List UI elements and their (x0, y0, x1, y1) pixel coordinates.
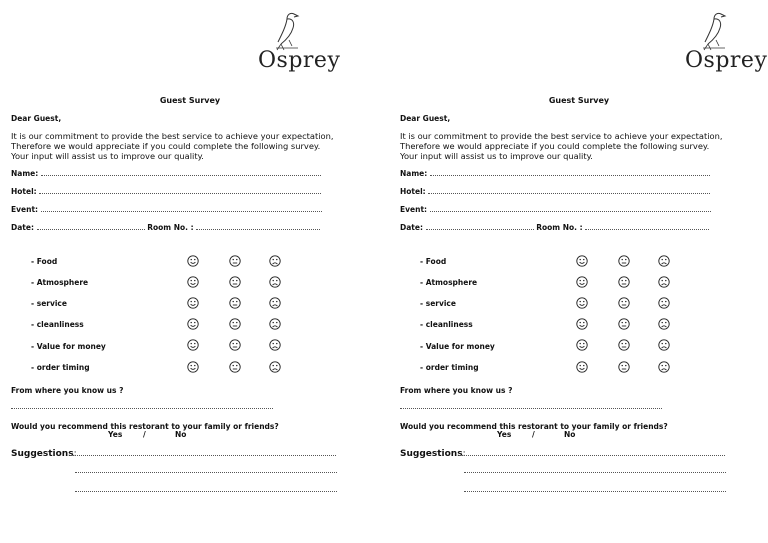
sad-face-icon[interactable] (269, 361, 281, 373)
rating-row-cleanliness (187, 318, 287, 330)
suggestions-line[interactable] (70, 455, 336, 456)
recommend-question: Would you recommend this restorant to your family or friends? (400, 422, 668, 431)
intro-line: It is our commitment to provide the best service to achieve your expectation, (11, 131, 334, 141)
intro-line: Therefore we would appreciate if you could complete the following survey. (11, 141, 321, 151)
sad-face-icon[interactable] (658, 276, 670, 288)
bird-logo-icon (695, 10, 735, 52)
survey-title: Guest Survey (159, 96, 221, 105)
sad-face-icon[interactable] (269, 318, 281, 330)
suggestions-line[interactable] (75, 491, 337, 492)
neutral-face-icon[interactable] (618, 339, 630, 351)
smiley-face-icon[interactable] (576, 339, 588, 351)
bird-logo-icon (268, 10, 308, 52)
sad-face-icon[interactable] (658, 297, 670, 309)
sad-face-icon[interactable] (269, 276, 281, 288)
neutral-face-icon[interactable] (618, 276, 630, 288)
suggestions-label (11, 449, 77, 459)
rating-label-cleanliness: - cleanliness (420, 320, 473, 329)
rating-row-atmosphere (187, 276, 287, 288)
brand-name: Osprey (258, 48, 341, 73)
event-label: Event: (400, 205, 428, 214)
smiley-face-icon[interactable] (187, 339, 199, 351)
event-field[interactable] (400, 205, 711, 214)
hotel-line[interactable] (428, 187, 710, 194)
greeting: Dear Guest, (11, 114, 62, 123)
sad-face-icon[interactable] (269, 339, 281, 351)
brand-name: Osprey (685, 48, 768, 73)
suggestions-line[interactable] (464, 491, 726, 492)
neutral-face-icon[interactable] (618, 255, 630, 267)
room-line[interactable] (196, 223, 320, 230)
intro-line: Your input will assist us to improve our quality. (11, 151, 204, 161)
smiley-face-icon[interactable] (187, 276, 199, 288)
rating-row-service (187, 297, 287, 309)
rating-row-cleanliness (576, 318, 676, 330)
hotel-field[interactable] (400, 187, 710, 196)
room-label: Room No. : (536, 223, 583, 232)
date-field[interactable] (11, 223, 320, 232)
name-label: Name: (400, 169, 428, 178)
survey-title: Guest Survey (548, 96, 610, 105)
sad-face-icon[interactable] (658, 339, 670, 351)
smiley-face-icon[interactable] (187, 297, 199, 309)
date-field[interactable] (400, 223, 709, 232)
neutral-face-icon[interactable] (618, 318, 630, 330)
rating-label-service: - service (420, 299, 456, 308)
suggestions-line[interactable] (459, 455, 725, 456)
intro-line: It is our commitment to provide the best service to achieve your expectation, (400, 131, 723, 141)
date-label: Date: (11, 223, 34, 232)
yes-no-separator: / (532, 430, 535, 439)
room-label: Room No. : (147, 223, 194, 232)
rating-label-value-for-money: - Value for money (31, 342, 106, 351)
yes-no-separator: / (143, 430, 146, 439)
room-line[interactable] (585, 223, 709, 230)
name-line[interactable] (430, 169, 710, 176)
sad-face-icon[interactable] (658, 255, 670, 267)
survey-sheet-right (389, 0, 768, 543)
source-question: From where you know us ? (11, 386, 124, 395)
intro-line: Your input will assist us to improve our quality. (400, 151, 593, 161)
no-option[interactable]: No (564, 430, 576, 439)
date-line[interactable] (37, 223, 145, 230)
source-answer-line[interactable] (400, 408, 662, 409)
rating-row-food (187, 255, 287, 267)
neutral-face-icon[interactable] (229, 339, 241, 351)
rating-label-atmosphere: - Atmosphere (420, 278, 478, 287)
smiley-face-icon[interactable] (187, 255, 199, 267)
rating-label-atmosphere: - Atmosphere (31, 278, 89, 287)
date-label: Date: (400, 223, 423, 232)
neutral-face-icon[interactable] (229, 318, 241, 330)
intro-line: Therefore we would appreciate if you could complete the following survey. (400, 141, 710, 151)
sad-face-icon[interactable] (658, 361, 670, 373)
rating-row-atmosphere (576, 276, 676, 288)
rating-label-service: - service (31, 299, 67, 308)
rating-row-value-for-money (576, 339, 676, 351)
rating-row-order-timing (187, 361, 287, 373)
smiley-face-icon[interactable] (576, 255, 588, 267)
rating-row-value-for-money (187, 339, 287, 351)
smiley-face-icon[interactable] (576, 361, 588, 373)
smiley-face-icon[interactable] (576, 276, 588, 288)
rating-label-order-timing: - order timing (31, 363, 90, 372)
event-label: Event: (11, 205, 39, 214)
date-line[interactable] (426, 223, 534, 230)
smiley-face-icon[interactable] (576, 318, 588, 330)
suggestions-label-text: Suggestions (400, 449, 463, 459)
suggestions-label (400, 449, 466, 459)
rating-label-order-timing: - order timing (420, 363, 479, 372)
name-label: Name: (11, 169, 39, 178)
neutral-face-icon[interactable] (229, 276, 241, 288)
rating-label-food: - Food (31, 257, 58, 266)
neutral-face-icon[interactable] (618, 297, 630, 309)
intro-text (11, 131, 351, 161)
rating-row-order-timing (576, 361, 676, 373)
name-line[interactable] (41, 169, 321, 176)
event-field[interactable] (11, 205, 322, 214)
suggestions-line[interactable] (75, 472, 337, 473)
yes-option[interactable]: Yes (497, 430, 512, 439)
neutral-face-icon[interactable] (229, 361, 241, 373)
no-option[interactable]: No (175, 430, 187, 439)
recommend-question: Would you recommend this restorant to your family or friends? (11, 422, 279, 431)
smiley-face-icon[interactable] (187, 361, 199, 373)
event-line[interactable] (41, 205, 322, 212)
suggestions-line[interactable] (464, 472, 726, 473)
rating-label-cleanliness: - cleanliness (31, 320, 84, 329)
hotel-label: Hotel: (11, 187, 37, 196)
hotel-line[interactable] (39, 187, 321, 194)
sad-face-icon[interactable] (658, 318, 670, 330)
hotel-field[interactable] (11, 187, 321, 196)
intro-text (400, 131, 740, 161)
rating-label-food: - Food (420, 257, 447, 266)
greeting: Dear Guest, (400, 114, 451, 123)
osprey-logo (673, 10, 768, 73)
name-field[interactable] (11, 169, 321, 178)
suggestions-colon: : (73, 449, 77, 459)
neutral-face-icon[interactable] (229, 255, 241, 267)
neutral-face-icon[interactable] (618, 361, 630, 373)
smiley-face-icon[interactable] (187, 318, 199, 330)
sad-face-icon[interactable] (269, 255, 281, 267)
sad-face-icon[interactable] (269, 297, 281, 309)
suggestions-colon: : (462, 449, 466, 459)
neutral-face-icon[interactable] (229, 297, 241, 309)
rating-row-food (576, 255, 676, 267)
hotel-label: Hotel: (400, 187, 426, 196)
smiley-face-icon[interactable] (576, 297, 588, 309)
suggestions-label-text: Suggestions (11, 449, 74, 459)
rating-row-service (576, 297, 676, 309)
event-line[interactable] (430, 205, 711, 212)
source-question: From where you know us ? (400, 386, 513, 395)
osprey-logo (246, 10, 341, 73)
name-field[interactable] (400, 169, 710, 178)
rating-label-value-for-money: - Value for money (420, 342, 495, 351)
source-answer-line[interactable] (11, 408, 273, 409)
yes-option[interactable]: Yes (108, 430, 123, 439)
